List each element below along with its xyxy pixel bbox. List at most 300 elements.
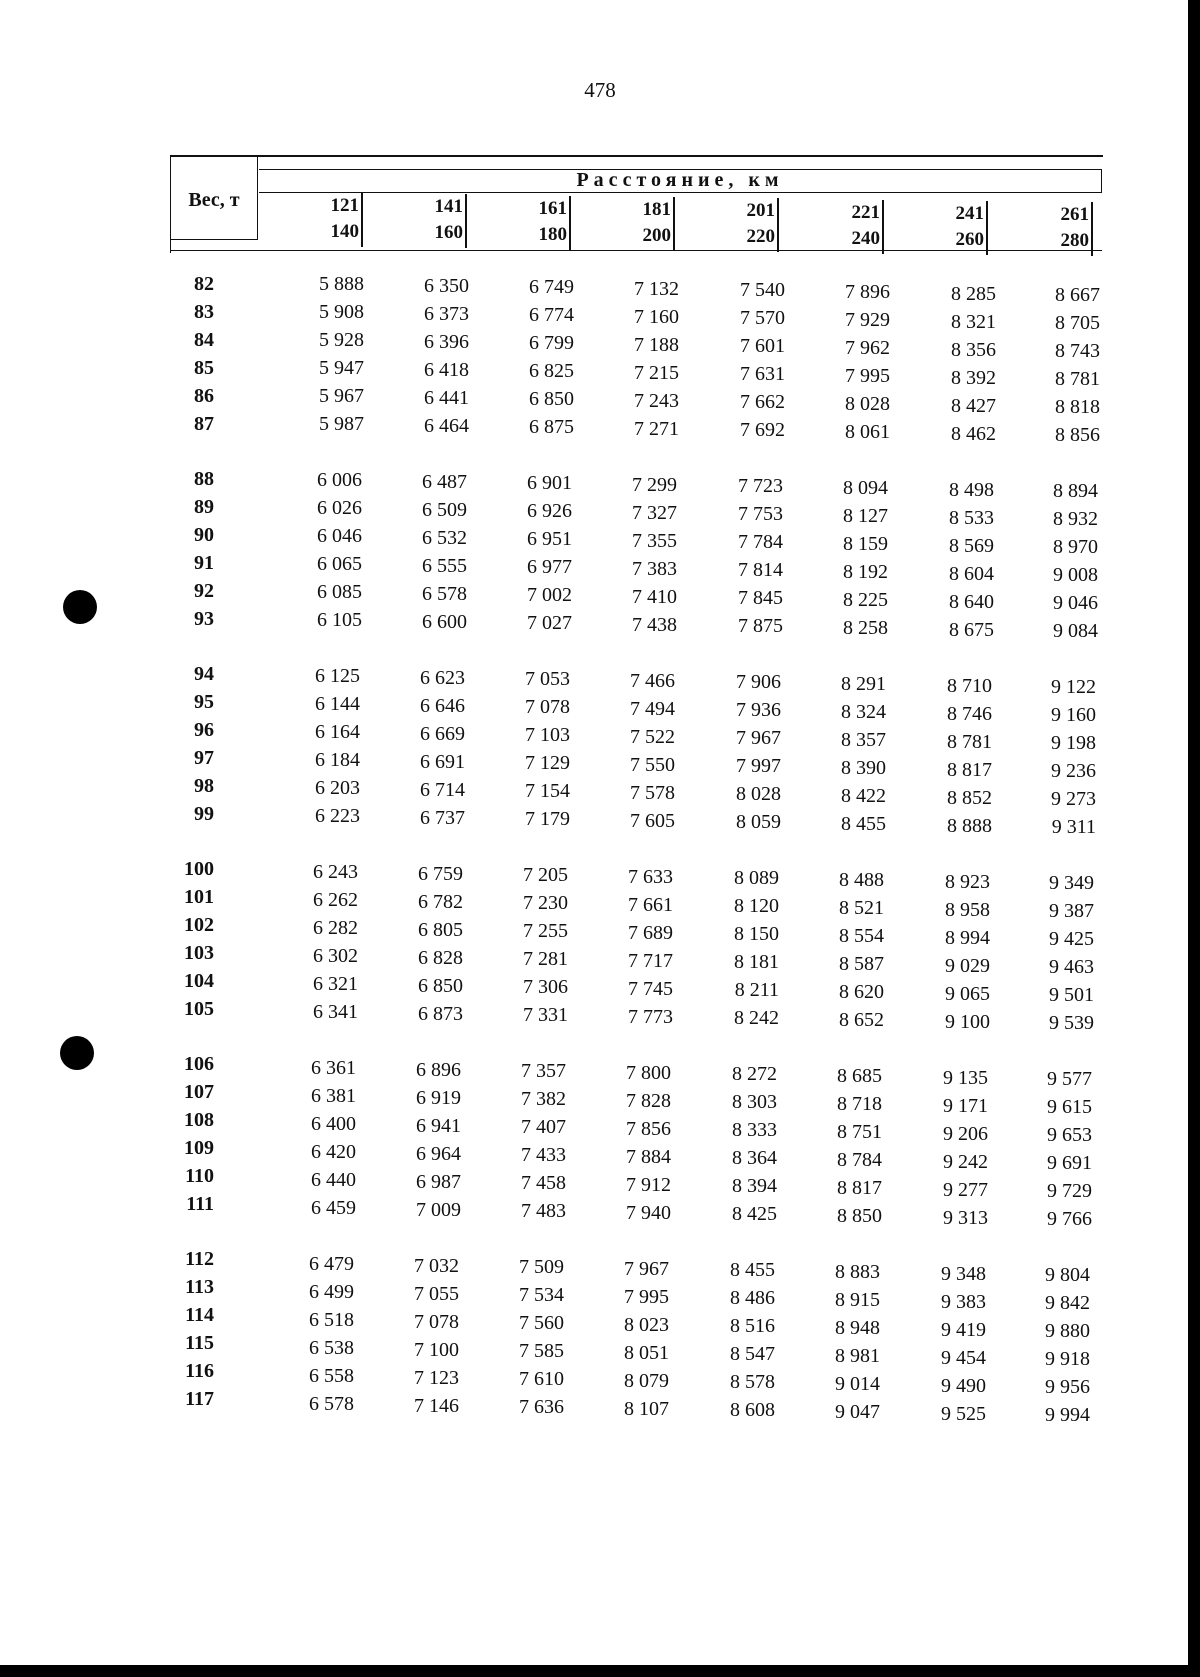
value-cell: 6 479: [309, 1253, 354, 1275]
value-cell: 5 987: [319, 413, 364, 435]
value-cell: 8 640: [949, 590, 994, 613]
value-cell: 6 941: [416, 1114, 461, 1137]
value-cell: 7 605: [630, 809, 675, 832]
value-cell: 8 285: [951, 282, 996, 305]
value-cell: 8 061: [845, 421, 890, 443]
value-cell: 8 150: [734, 923, 779, 946]
value-cell: 6 759: [418, 862, 463, 885]
value-cell: 6 850: [529, 388, 574, 411]
distance-column-header: [884, 201, 988, 255]
value-cell: 7 032: [414, 1254, 459, 1277]
value-cell: 8 120: [734, 895, 779, 918]
value-cell: 8 023: [624, 1313, 669, 1336]
value-cell: 6 125: [315, 665, 360, 687]
table-header: [170, 155, 1103, 253]
table-row: [0, 606, 1150, 643]
value-cell: 7 160: [634, 305, 679, 328]
value-cell: 8 486: [730, 1287, 775, 1310]
weight-cell: 117: [185, 1388, 214, 1410]
value-cell: 7 896: [845, 281, 890, 303]
value-cell: 7 610: [519, 1368, 564, 1391]
value-cell: 8 462: [951, 422, 996, 445]
value-cell: 7 103: [525, 724, 570, 747]
value-cell: 9 349: [1049, 872, 1094, 895]
value-cell: 8 333: [732, 1119, 777, 1142]
value-cell: 8 272: [732, 1063, 777, 1086]
weight-cell: 96: [194, 719, 214, 741]
value-cell: 6 350: [424, 274, 469, 297]
value-cell: 8 667: [1055, 284, 1100, 307]
value-cell: 6 373: [424, 302, 469, 325]
value-cell: 9 029: [945, 954, 990, 977]
value-cell: 9 956: [1045, 1376, 1090, 1399]
table-row: [0, 550, 1150, 587]
value-cell: 8 852: [947, 786, 992, 809]
table-row: [0, 858, 1150, 895]
range-to: 160: [434, 222, 463, 244]
range-from: 121: [330, 195, 359, 216]
distance-column-header: [363, 194, 467, 248]
value-cell: 7 689: [628, 921, 673, 944]
value-cell: 8 192: [843, 561, 888, 583]
table-row: [0, 1081, 1150, 1119]
value-cell: 9 454: [941, 1346, 986, 1369]
weight-cell: 82: [194, 273, 214, 295]
range-to: 220: [746, 226, 775, 248]
table-row: [0, 578, 1150, 615]
value-cell: 8 364: [732, 1147, 777, 1170]
value-cell: 7 188: [634, 333, 679, 356]
value-cell: 7 784: [738, 531, 783, 554]
table-row: [0, 354, 1150, 391]
value-cell: 6 600: [422, 610, 467, 633]
value-cell: 8 958: [945, 898, 990, 921]
value-cell: 6 361: [311, 1057, 356, 1079]
value-cell: 8 356: [951, 338, 996, 361]
value-cell: 9 691: [1047, 1152, 1092, 1175]
value-cell: 8 894: [1053, 480, 1098, 503]
weight-cell: 89: [194, 496, 214, 518]
value-cell: 7 875: [738, 615, 783, 638]
value-cell: 6 919: [416, 1086, 461, 1109]
weight-cell: 85: [194, 357, 214, 379]
value-cell: 7 331: [523, 1004, 568, 1027]
value-cell: 7 123: [414, 1366, 459, 1389]
table-row: [0, 1137, 1150, 1175]
table-row: [0, 942, 1150, 979]
value-cell: 9 242: [943, 1150, 988, 1173]
table-row: [0, 1388, 1150, 1427]
value-cell: 6 400: [311, 1113, 356, 1135]
value-cell: 8 923: [945, 870, 990, 893]
value-cell: 6 669: [420, 722, 465, 745]
value-cell: 8 089: [734, 867, 779, 890]
value-cell: 5 908: [319, 301, 364, 323]
value-cell: 7 534: [519, 1284, 564, 1307]
weight-cell: 90: [194, 524, 214, 546]
value-cell: 7 856: [626, 1117, 671, 1140]
value-cell: 8 746: [947, 702, 992, 725]
value-cell: 8 079: [624, 1369, 669, 1392]
value-cell: 8 818: [1055, 396, 1100, 419]
value-cell: 9 387: [1049, 900, 1094, 923]
value-cell: 7 773: [628, 1005, 673, 1028]
value-cell: 7 132: [634, 277, 679, 300]
value-cell: 7 215: [634, 361, 679, 384]
scan-border-bottom: [0, 1665, 1200, 1677]
value-cell: 8 051: [624, 1341, 669, 1364]
value-cell: 6 926: [527, 500, 572, 523]
value-cell: 7 662: [740, 391, 785, 414]
value-cell: 5 967: [319, 385, 364, 407]
value-cell: 7 967: [736, 727, 781, 750]
range-to: 180: [538, 223, 567, 245]
value-cell: 9 383: [941, 1290, 986, 1313]
range-from: 221: [851, 201, 880, 223]
weight-cell: 109: [184, 1137, 214, 1159]
table-row: [0, 886, 1150, 923]
value-cell: 9 804: [1045, 1264, 1090, 1287]
value-cell: 5 928: [319, 329, 364, 351]
value-cell: 6 987: [416, 1170, 461, 1193]
value-cell: 8 781: [947, 730, 992, 753]
value-cell: 7 179: [525, 808, 570, 831]
value-cell: 6 144: [315, 693, 360, 715]
value-cell: 6 538: [309, 1337, 354, 1359]
value-cell: 6 737: [420, 806, 465, 829]
value-cell: 8 211: [734, 979, 779, 1002]
value-cell: 8 394: [732, 1175, 777, 1198]
value-cell: 8 710: [947, 674, 992, 697]
value-cell: 7 205: [523, 864, 568, 887]
weight-cell: 107: [184, 1081, 214, 1103]
value-cell: 9 065: [945, 982, 990, 1005]
value-cell: 6 774: [529, 304, 574, 327]
value-cell: 7 382: [521, 1088, 566, 1111]
value-cell: 7 522: [630, 725, 675, 748]
header-rule: [170, 250, 1102, 251]
value-cell: 8 915: [835, 1289, 880, 1311]
value-cell: 7 814: [738, 559, 783, 582]
value-cell: 8 948: [835, 1317, 880, 1339]
value-cell: 8 850: [837, 1205, 882, 1227]
value-cell: 9 490: [941, 1374, 986, 1397]
value-cell: 6 509: [422, 498, 467, 521]
value-cell: 7 243: [634, 389, 679, 412]
value-cell: 8 498: [949, 478, 994, 501]
value-cell: 7 458: [521, 1172, 566, 1195]
table-row: [0, 970, 1150, 1007]
value-cell: 9 171: [943, 1094, 988, 1117]
value-cell: 7 255: [523, 920, 568, 943]
value-cell: 7 995: [624, 1285, 669, 1308]
value-cell: 7 800: [626, 1061, 671, 1084]
value-cell: 6 282: [313, 917, 358, 939]
value-cell: 9 918: [1045, 1348, 1090, 1371]
value-cell: 6 850: [418, 974, 463, 997]
table-row: [0, 802, 1150, 839]
value-cell: 7 146: [414, 1394, 459, 1417]
value-cell: 9 729: [1047, 1180, 1092, 1203]
weight-cell: 98: [194, 775, 214, 797]
value-cell: 8 357: [841, 729, 886, 751]
value-cell: 7 230: [523, 892, 568, 915]
value-cell: 9 160: [1051, 704, 1096, 727]
value-cell: 7 661: [628, 893, 673, 916]
value-cell: 8 425: [732, 1203, 777, 1226]
value-cell: 7 631: [740, 363, 785, 386]
value-cell: 9 577: [1047, 1068, 1092, 1091]
value-cell: 6 964: [416, 1142, 461, 1165]
value-cell: 8 258: [843, 617, 888, 639]
value-cell: 9 046: [1053, 592, 1098, 615]
table-row: [0, 494, 1150, 531]
value-cell: 8 587: [839, 953, 884, 975]
weight-cell: 103: [184, 942, 214, 964]
value-cell: 8 159: [843, 533, 888, 555]
value-cell: 7 410: [632, 585, 677, 608]
value-cell: 9 311: [1051, 816, 1096, 839]
value-cell: 8 324: [841, 701, 886, 723]
distance-column-header: [675, 198, 779, 252]
value-cell: 8 127: [843, 505, 888, 527]
value-cell: 9 198: [1051, 732, 1096, 755]
value-cell: 9 008: [1053, 564, 1098, 587]
weight-cell: 100: [184, 858, 214, 880]
value-cell: 7 962: [845, 337, 890, 359]
weight-cell: 108: [184, 1109, 214, 1131]
value-cell: 7 078: [414, 1310, 459, 1333]
range-to: 260: [955, 228, 984, 250]
distance-column-header: [571, 197, 675, 251]
value-cell: 6 302: [313, 945, 358, 967]
value-cell: 8 291: [841, 673, 886, 695]
weight-cell: 112: [185, 1248, 214, 1270]
value-cell: 9 653: [1047, 1124, 1092, 1147]
weight-cell: 84: [194, 329, 214, 351]
value-cell: 6 184: [315, 749, 360, 771]
value-cell: 8 970: [1053, 536, 1098, 559]
value-cell: 9 206: [943, 1122, 988, 1145]
value-cell: 8 094: [843, 477, 888, 499]
value-cell: 7 002: [527, 584, 572, 607]
weight-column-header: Вес, т: [171, 157, 258, 240]
value-cell: 8 533: [949, 506, 994, 529]
weight-cell: 99: [194, 803, 214, 825]
distance-columns: [259, 193, 1105, 253]
value-cell: 7 633: [628, 865, 673, 888]
distance-column-header: [259, 193, 363, 247]
weight-cell: 92: [194, 580, 214, 602]
value-cell: 7 940: [626, 1201, 671, 1224]
table-row: [0, 1165, 1150, 1203]
value-cell: 9 539: [1049, 1012, 1094, 1035]
range-from: 161: [538, 197, 567, 219]
value-cell: 8 981: [835, 1345, 880, 1367]
value-cell: 8 547: [730, 1343, 775, 1366]
table-row: [0, 914, 1150, 951]
value-cell: 6 558: [309, 1365, 354, 1387]
value-cell: 8 883: [835, 1261, 880, 1283]
value-cell: 9 135: [943, 1066, 988, 1089]
value-cell: 7 407: [521, 1116, 566, 1139]
weight-cell: 86: [194, 385, 214, 407]
value-cell: 6 065: [317, 553, 362, 575]
table-row: [0, 382, 1150, 419]
value-cell: 8 427: [951, 394, 996, 417]
weight-cell: 91: [194, 552, 214, 574]
table-row: [0, 774, 1150, 811]
value-cell: 7 936: [736, 699, 781, 722]
value-cell: 6 749: [529, 276, 574, 299]
value-cell: 6 262: [313, 889, 358, 911]
value-cell: 7 745: [628, 977, 673, 1000]
value-cell: 6 714: [420, 778, 465, 801]
weight-cell: 106: [184, 1053, 214, 1075]
value-cell: 7 299: [632, 473, 677, 496]
weight-cell: 88: [194, 468, 214, 490]
table-row: [0, 718, 1150, 755]
distance-header: Расстояние, км: [259, 169, 1102, 193]
value-cell: 8 888: [947, 814, 992, 837]
weight-cell: 94: [194, 663, 214, 685]
value-cell: 6 164: [315, 721, 360, 743]
weight-cell: 93: [194, 608, 214, 630]
value-cell: 6 341: [313, 1001, 358, 1023]
table-row: [0, 1109, 1150, 1147]
value-cell: 6 026: [317, 497, 362, 519]
value-cell: 8 392: [951, 366, 996, 389]
value-cell: 8 107: [624, 1397, 669, 1420]
table-row: [0, 1053, 1150, 1091]
value-cell: 6 006: [317, 469, 362, 491]
table-row: [0, 662, 1150, 699]
value-cell: 9 348: [941, 1262, 986, 1285]
value-cell: 8 620: [839, 981, 884, 1003]
value-cell: 9 014: [835, 1373, 880, 1395]
table-row: [0, 466, 1150, 503]
value-cell: 8 303: [732, 1091, 777, 1114]
range-to: 240: [851, 227, 880, 249]
value-cell: 9 425: [1049, 928, 1094, 951]
value-cell: 6 578: [422, 582, 467, 605]
value-cell: 9 100: [945, 1010, 990, 1033]
range-from: 201: [746, 200, 775, 222]
value-cell: 7 585: [519, 1340, 564, 1363]
value-cell: 7 995: [845, 365, 890, 387]
value-cell: 6 223: [315, 805, 360, 827]
value-cell: 8 784: [837, 1149, 882, 1171]
value-cell: 7 053: [525, 668, 570, 691]
value-cell: 6 381: [311, 1085, 356, 1107]
value-cell: 8 422: [841, 785, 886, 807]
value-cell: 8 488: [839, 869, 884, 891]
scan-border-right: [1188, 0, 1200, 1677]
value-cell: 9 842: [1045, 1292, 1090, 1315]
value-cell: 8 242: [734, 1007, 779, 1030]
weight-cell: 101: [184, 886, 214, 908]
value-cell: 7 281: [523, 948, 568, 971]
value-cell: 7 828: [626, 1089, 671, 1112]
value-cell: 7 055: [414, 1282, 459, 1305]
value-cell: 8 743: [1055, 340, 1100, 363]
value-cell: 7 578: [630, 781, 675, 804]
value-cell: 7 912: [626, 1173, 671, 1196]
value-cell: 7 327: [632, 501, 677, 524]
value-cell: 8 569: [949, 534, 994, 557]
table-row: [0, 1193, 1150, 1231]
value-cell: 7 570: [740, 307, 785, 330]
value-cell: 6 441: [424, 386, 469, 409]
value-cell: 6 420: [311, 1141, 356, 1163]
value-cell: 6 418: [424, 358, 469, 381]
value-cell: 8 390: [841, 757, 886, 779]
value-cell: 8 604: [949, 562, 994, 585]
value-cell: 7 550: [630, 753, 675, 776]
weight-cell: 104: [184, 970, 214, 992]
value-cell: 9 463: [1049, 956, 1094, 979]
value-cell: 8 652: [839, 1009, 884, 1031]
value-cell: 6 691: [420, 750, 465, 773]
table-row: [0, 270, 1150, 307]
value-cell: 6 805: [418, 918, 463, 941]
value-cell: 6 578: [309, 1393, 354, 1415]
value-cell: 7 753: [738, 503, 783, 526]
value-cell: 8 675: [949, 618, 994, 641]
value-cell: 9 994: [1045, 1404, 1090, 1427]
value-cell: 7 383: [632, 557, 677, 580]
value-cell: 6 532: [422, 526, 467, 549]
value-cell: 7 078: [525, 696, 570, 719]
weight-cell: 97: [194, 747, 214, 769]
value-cell: 8 685: [837, 1065, 882, 1087]
weight-cell: 110: [185, 1165, 214, 1187]
value-cell: 7 509: [519, 1256, 564, 1279]
range-to: 140: [330, 221, 359, 242]
value-cell: 6 518: [309, 1309, 354, 1331]
value-cell: 6 440: [311, 1169, 356, 1191]
value-cell: 8 028: [736, 783, 781, 806]
value-cell: 8 781: [1055, 368, 1100, 391]
value-cell: 9 236: [1051, 760, 1096, 783]
value-cell: 7 433: [521, 1144, 566, 1167]
range-from: 141: [434, 196, 463, 218]
value-cell: 7 560: [519, 1312, 564, 1335]
value-cell: 7 601: [740, 335, 785, 358]
value-cell: 6 396: [424, 330, 469, 353]
table-row: [0, 326, 1150, 363]
value-cell: 7 154: [525, 780, 570, 803]
value-cell: 9 273: [1051, 788, 1096, 811]
value-cell: 6 243: [313, 861, 358, 883]
value-cell: 6 896: [416, 1058, 461, 1081]
value-cell: 9 766: [1047, 1208, 1092, 1231]
value-cell: 8 608: [730, 1399, 775, 1422]
value-cell: 8 994: [945, 926, 990, 949]
value-cell: 9 084: [1053, 620, 1098, 643]
value-cell: 7 929: [845, 309, 890, 331]
value-cell: 6 828: [418, 946, 463, 969]
value-cell: 6 977: [527, 556, 572, 579]
value-cell: 6 623: [420, 666, 465, 689]
value-cell: 7 357: [521, 1060, 566, 1083]
value-cell: 5 888: [319, 273, 364, 295]
value-cell: 8 705: [1055, 312, 1100, 335]
value-cell: 6 799: [529, 332, 574, 355]
page-number: 478: [584, 78, 616, 102]
value-cell: 8 225: [843, 589, 888, 611]
value-cell: 8 578: [730, 1371, 775, 1394]
